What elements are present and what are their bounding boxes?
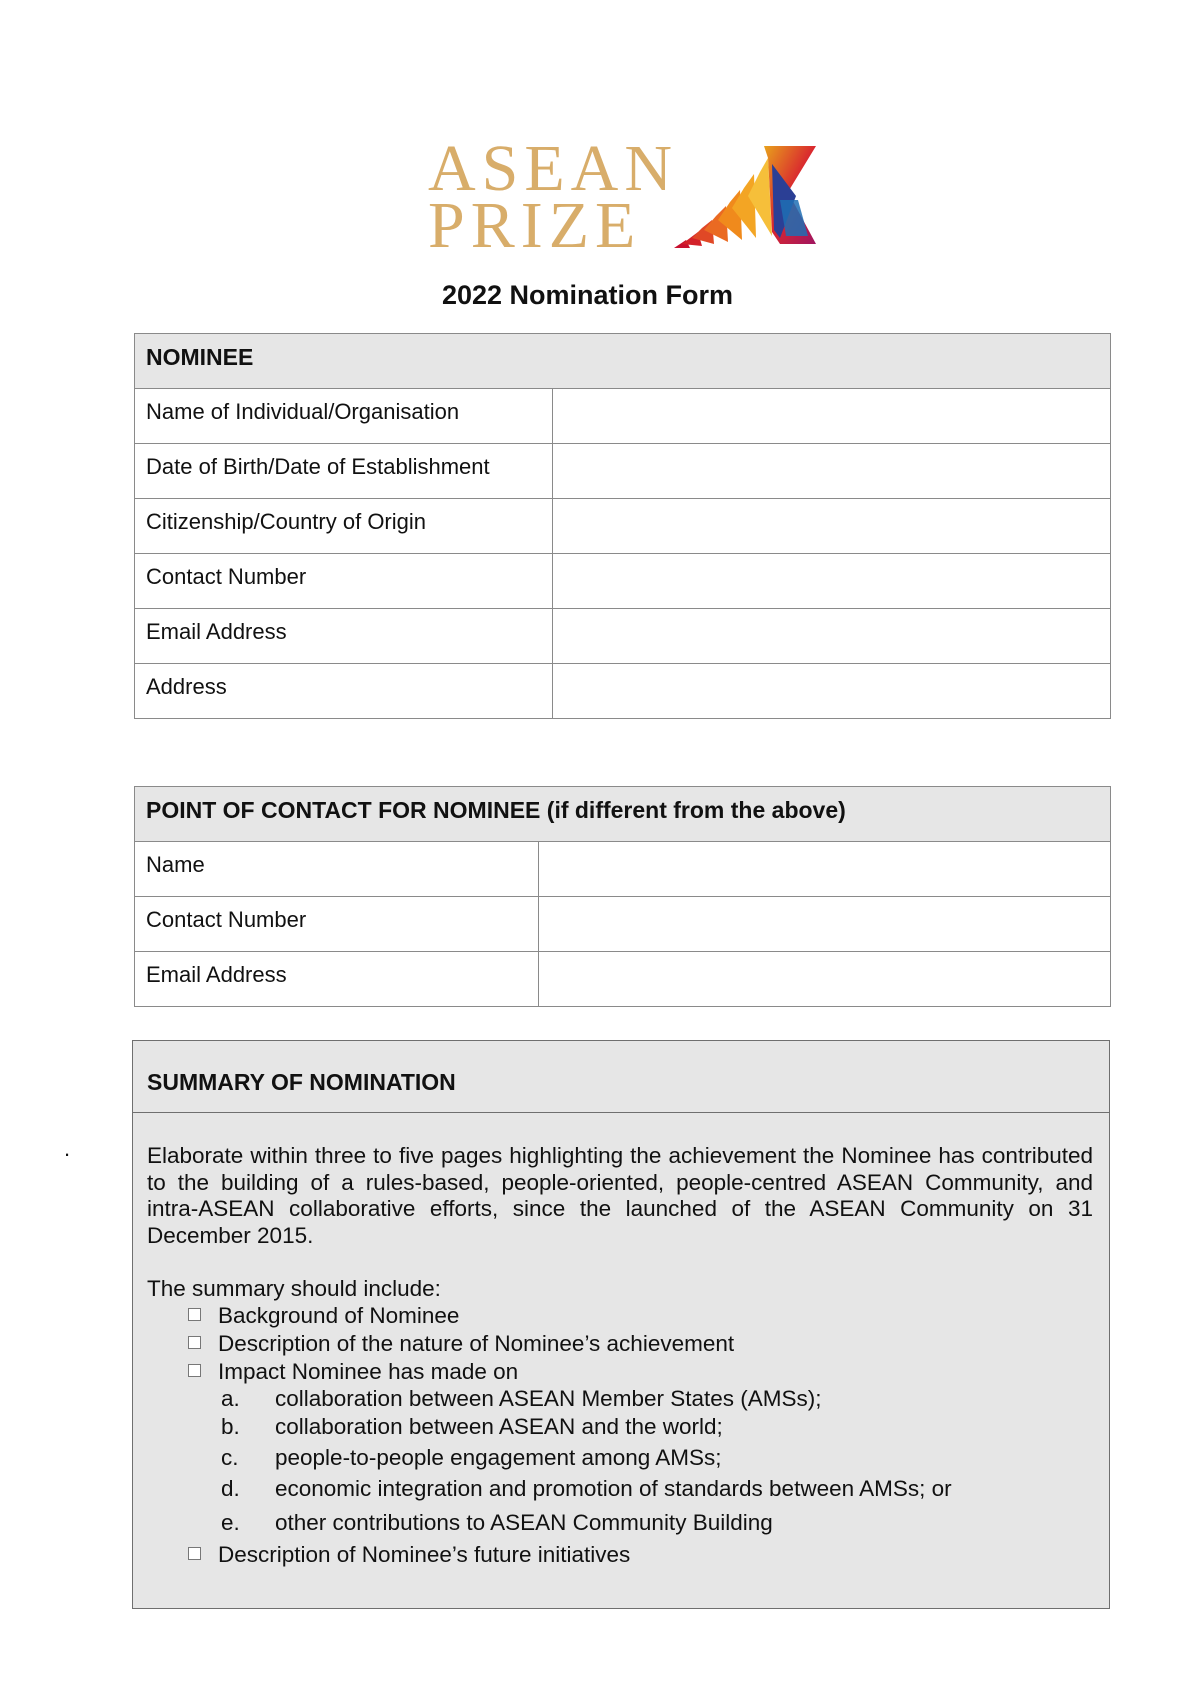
sub-text: collaboration between ASEAN and the world; (275, 1414, 723, 1439)
bullet-text: Background of Nominee (218, 1303, 460, 1328)
point-of-contact-heading: POINT OF CONTACT FOR NOMINEE (if different from the above) (135, 787, 1111, 842)
list-item (221, 1414, 723, 1440)
checkbox-icon (188, 1308, 201, 1321)
field-label-name: Name of Individual/Organisation (135, 389, 553, 444)
field-label-contact-number: Contact Number (135, 554, 553, 609)
logo-line-1: ASEAN (428, 132, 679, 205)
poc-name-input[interactable] (539, 842, 1111, 897)
poc-email-input[interactable] (539, 952, 1111, 1007)
list-item (188, 1359, 518, 1385)
sub-letter: b. (221, 1414, 240, 1439)
list-item (221, 1476, 952, 1502)
sub-text: collaboration between ASEAN Member States (AMSs); (275, 1386, 822, 1411)
table-row (135, 897, 1111, 952)
summary-section (132, 1040, 1110, 1609)
asean-prize-logo (428, 132, 818, 262)
point-of-contact-table (134, 786, 1111, 1007)
bullet-text: Description of Nominee’s future initiatives (218, 1542, 631, 1567)
summary-heading: SUMMARY OF NOMINATION (133, 1041, 1109, 1113)
bullet-text: Impact Nominee has made on (218, 1359, 519, 1384)
table-row (135, 664, 1111, 719)
checkbox-icon (188, 1547, 201, 1560)
field-label-email: Email Address (135, 609, 553, 664)
table-row (135, 554, 1111, 609)
poc-contact-number-input[interactable] (539, 897, 1111, 952)
bullet-text: Description of the nature of Nominee’s achievement (218, 1331, 735, 1356)
table-row (135, 499, 1111, 554)
logo-emblem-icon (668, 140, 818, 258)
sub-letter: a. (221, 1386, 240, 1411)
logo-line-2: PRIZE (428, 189, 642, 262)
nominee-email-input[interactable] (553, 609, 1111, 664)
poc-field-label-contact-number: Contact Number (135, 897, 539, 952)
list-item (221, 1386, 822, 1412)
poc-field-label-name: Name (135, 842, 539, 897)
nominee-name-input[interactable] (553, 389, 1111, 444)
list-item (221, 1510, 773, 1536)
field-label-citizenship: Citizenship/Country of Origin (135, 499, 553, 554)
field-label-date-of-birth: Date of Birth/Date of Establishment (135, 444, 553, 499)
nominee-table (134, 333, 1111, 719)
summary-paragraph: Elaborate within three to five pages highlighting the achievement the Nominee has contributed to the building of a rules-based, people-oriented, people-centred ASEAN Community, and intra-ASEAN collaborative efforts, since the launched of the ASEAN Community on 31 December 2015. (147, 1143, 1093, 1248)
sub-text: other contributions to ASEAN Community Building (275, 1510, 773, 1535)
logo-wordmark (428, 132, 679, 262)
nominee-date-of-birth-input[interactable] (553, 444, 1111, 499)
list-item (188, 1331, 734, 1357)
table-row (135, 952, 1111, 1007)
margin-dot: . (64, 1136, 71, 1161)
nominee-citizenship-input[interactable] (553, 499, 1111, 554)
field-label-address: Address (135, 664, 553, 719)
checkbox-icon (188, 1336, 201, 1349)
nominee-heading: NOMINEE (135, 334, 1111, 389)
sub-text: people-to-people engagement among AMSs; (275, 1445, 722, 1470)
list-item (188, 1303, 459, 1329)
list-item (221, 1445, 722, 1471)
table-row (135, 444, 1111, 499)
sub-letter: e. (221, 1510, 240, 1535)
nominee-address-input[interactable] (553, 664, 1111, 719)
sub-letter: d. (221, 1476, 240, 1501)
table-row (135, 389, 1111, 444)
form-title: 2022 Nomination Form (441, 280, 734, 310)
summary-intro: The summary should include: (147, 1276, 441, 1301)
sub-letter: c. (221, 1445, 239, 1470)
nominee-contact-number-input[interactable] (553, 554, 1111, 609)
list-item (188, 1542, 630, 1568)
table-row (135, 842, 1111, 897)
table-row (135, 609, 1111, 664)
sub-text: economic integration and promotion of standards between AMSs; or (275, 1476, 952, 1501)
poc-field-label-email: Email Address (135, 952, 539, 1007)
checkbox-icon (188, 1364, 201, 1377)
